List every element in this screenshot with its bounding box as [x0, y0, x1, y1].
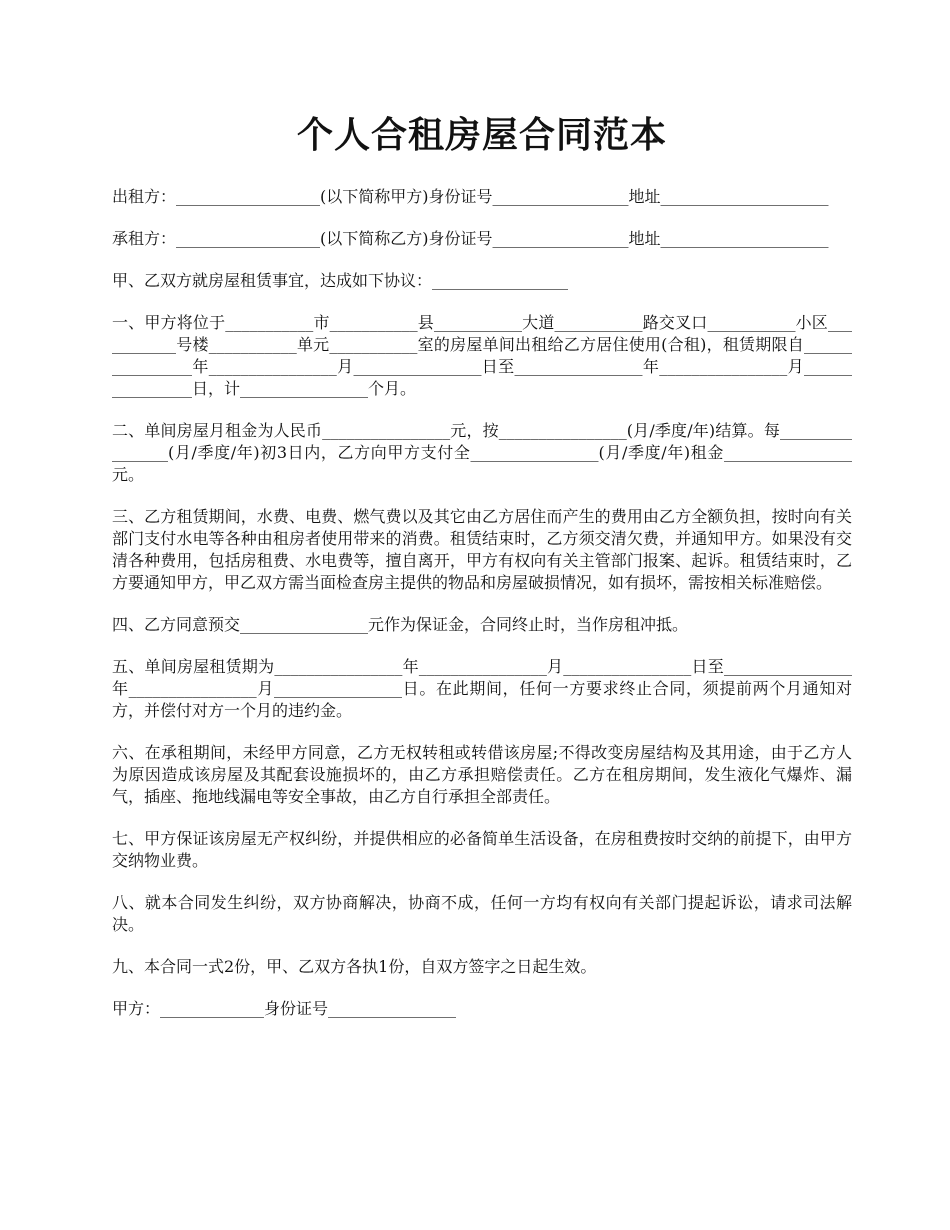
- clause-4: 四、乙方同意预交________________元作为保证金，合同终止时，当作房租冲抵。: [112, 615, 689, 634]
- document-title: 个人合租房屋合同范本: [296, 115, 667, 156]
- lessor-line: 出租方：__________________(以下简称甲方)身份证号_________________地址_____________________: [112, 187, 829, 206]
- clause-6: 六、在承租期间，未经甲方同意，乙方无权转租或转借该房屋;不得改变房屋结构及其用途，由于乙方人为原因造成该房屋及其配套设施损坏的，由乙方承担赔偿责任。乙方在租房期间，发生液化气爆炸、漏气，插座、拖地线漏电等安全事故，由乙方自行承担全部责任。: [112, 743, 852, 806]
- clause-8: 八、就本合同发生纠纷，双方协商解决，协商不成，任何一方均有权向有关部门提起诉讼，请求司法解决。: [112, 893, 852, 934]
- party-a-signature-line: 甲方：_____________身份证号________________: [112, 999, 457, 1018]
- clause-2: 二、单间房屋月租金为人民币________________元，按________________(月/季度/年)结算。每________________(月/季度/年)初3日内，乙方向甲方支付全________________(月/季度/年)租金________________元。: [112, 421, 852, 484]
- clause-7: 七、甲方保证该房屋无产权纠纷，并提供相应的必备简单生活设备，在房租费按时交纳的前提下，由甲方交纳物业费。: [112, 829, 852, 870]
- clause-1: 一、甲方将位于___________市___________县___________大道___________路交叉口___________小区___________号楼___________单元___________室的房屋单间出租给乙方居住使用(合租)，租赁期限自________________年________________月________________日至________________年________________月________________日，计________________个月。: [112, 313, 852, 398]
- lessee-line: 承租方：__________________(以下简称乙方)身份证号_________________地址_____________________: [112, 229, 829, 248]
- clause-9: 九、本合同一式2份，甲、乙双方各执1份，自双方签字之日起生效。: [112, 957, 597, 976]
- clause-3: 三、乙方租赁期间，水费、电费、燃气费以及其它由乙方居住而产生的费用由乙方全额负担，按时向有关部门支付水电等各种由租房者使用带来的消费。租赁结束时，乙方须交清欠费，并通知甲方。如果没有交清各种费用，包括房租费、水电费等，擅自离开，甲方有权向有关主管部门报案、起诉。租赁结束时，乙方要通知甲方，甲乙双方需当面检查房主提供的物品和房屋破损情况，如有损坏，需按相关标准赔偿。: [112, 507, 852, 592]
- clause-5: 五、单间房屋租赁期为________________年________________月________________日至________________年________________月________________日。在此期间，任何一方要求终止合同，须提前两个月通知对方，并偿付对方一个月的违约金。: [112, 657, 852, 720]
- document-page: [112, 110, 852, 1040]
- agreement-intro: 甲、乙双方就房屋租赁事宜，达成如下协议：_________________: [112, 271, 569, 290]
